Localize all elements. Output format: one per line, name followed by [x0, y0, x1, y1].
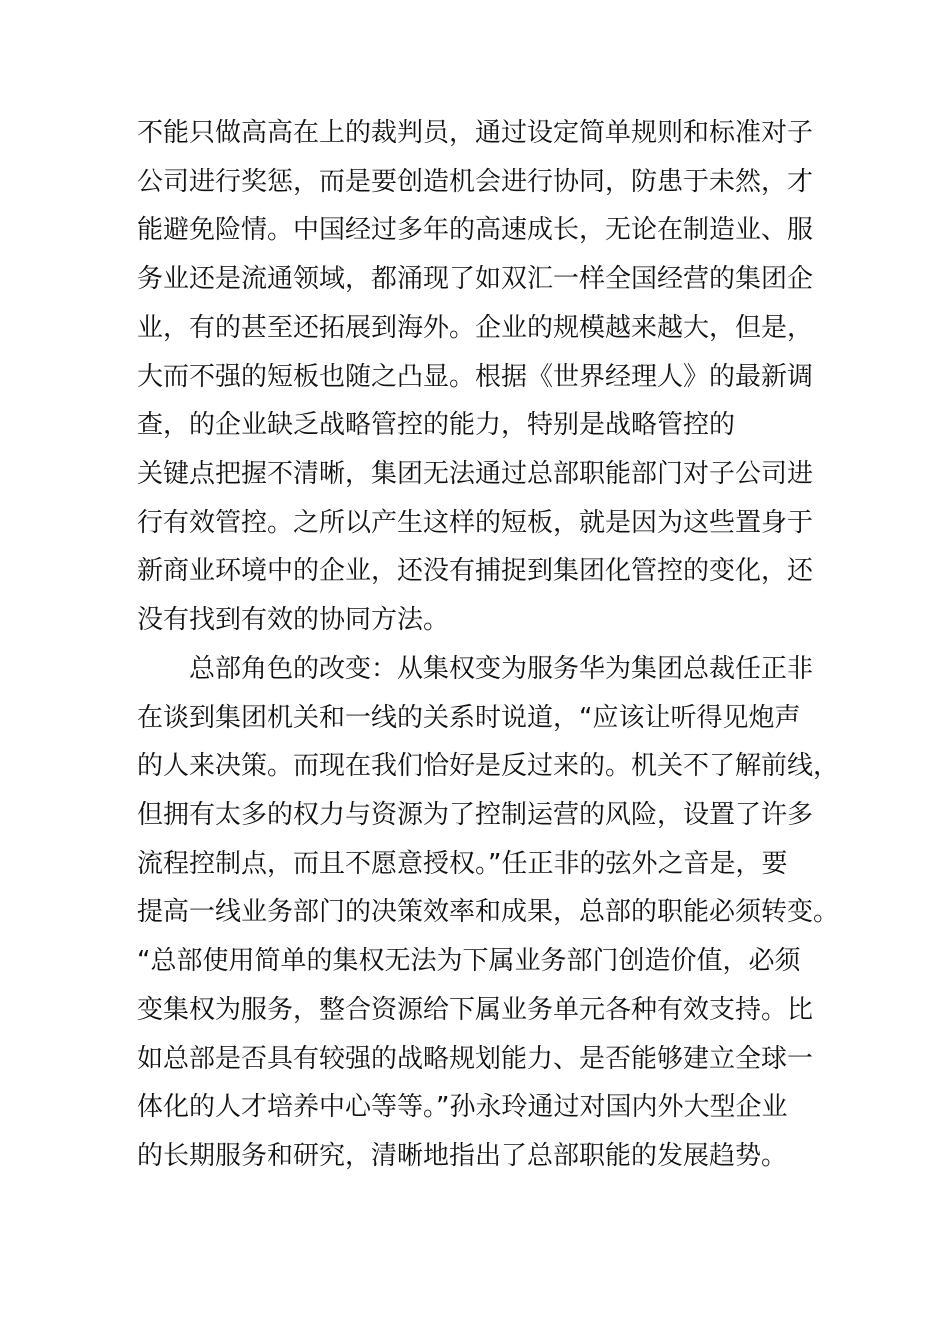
text-line: 不能只做高高在上的裁判员，通过设定简单规则和标准对子 [137, 118, 814, 148]
text-line: 但拥有太多的权力与资源为了控制运营的风险，设置了许多 [137, 800, 814, 830]
text-line: 在谈到集团机关和一线的关系时说道，“应该让听得见炮声 [137, 703, 801, 733]
text-line: “总部使用简单的集权无法为下属业务部门创造价值，必须 [137, 946, 801, 976]
text-line: 大而不强的短板也随之凸显。根据《世界经理人》的最新调 [137, 362, 814, 392]
text-line: 流程控制点，而且不愿意授权。”任正非的弦外之音是，要 [137, 849, 788, 879]
text-line: 关键点把握不清晰，集团无法通过总部职能部门对子公司进 [137, 459, 814, 489]
text-line: 变集权为服务，整合资源给下属业务单元各种有效支持。比 [137, 995, 814, 1025]
paragraph-start-line: 总部角色的改变：从集权变为服务华为集团总裁任正非 [189, 654, 814, 684]
text-line: 没有找到有效的协同方法。 [137, 605, 450, 635]
text-line: 业，有的甚至还拓展到海外。企业的规模越来越大，但是， [137, 313, 814, 343]
text-line: 务业还是流通领域，都涌现了如双汇一样全国经营的集团企 [137, 264, 814, 294]
text-line: 新商业环境中的企业，还没有捕捉到集团化管控的变化，还 [137, 556, 814, 586]
text-line: 如总部是否具有较强的战略规划能力、是否能够建立全球一 [137, 1044, 814, 1074]
text-line: 的长期服务和研究，清晰地指出了总部职能的发展趋势。 [137, 1141, 788, 1171]
text-line: 能避免险情。中国经过多年的高速成长，无论在制造业、服 [137, 215, 814, 245]
text-line: 的人来决策。而现在我们恰好是反过来的。机关不了解前线， [137, 751, 840, 781]
text-line: 查，的企业缺乏战略管控的能力，特别是战略管控的 [137, 410, 736, 440]
text-line: 体化的人才培养中心等等。”孙永玲通过对国内外大型企业 [137, 1092, 788, 1122]
text-line: 行有效管控。之所以产生这样的短板，就是因为这些置身于 [137, 508, 814, 538]
text-line: 公司进行奖惩，而是要创造机会进行协同，防患于未然，才 [137, 167, 814, 197]
text-line: 提高一线业务部门的决策效率和成果，总部的职能必须转变。 [137, 897, 840, 927]
